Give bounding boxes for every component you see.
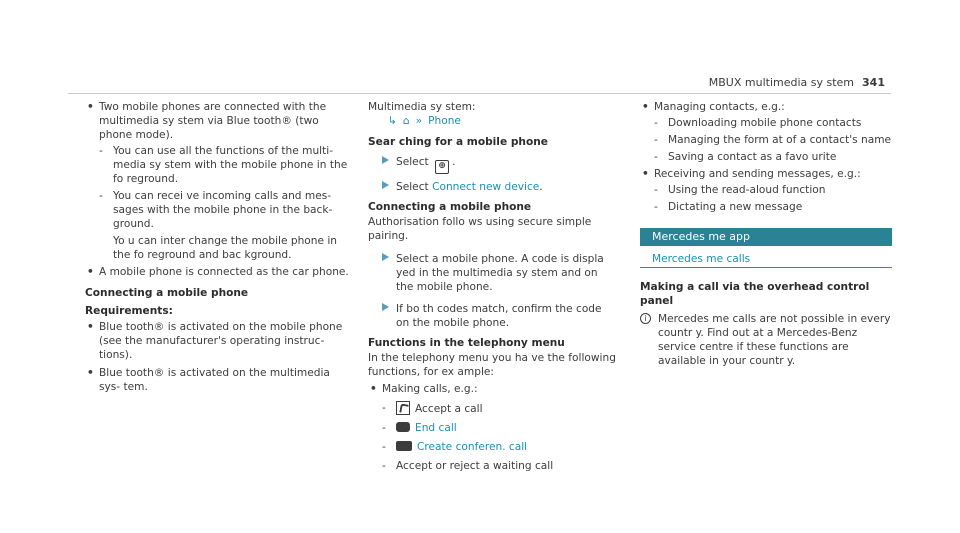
path-arrow-icon: ↳ (388, 115, 397, 127)
list-item: • Blue tooth® is activated on the mobile phone (see the manufacturer's operating instruc‐ tions). (85, 320, 353, 362)
list-subitem: - Accept a call (368, 401, 618, 416)
step-arrow-icon (382, 181, 389, 189)
double-chevron-icon: » (415, 115, 423, 127)
step-text: If bo th codes match, confirm the code on the mobile phone. (396, 303, 602, 329)
section-heading: Sear ching for a mobile phone (368, 136, 548, 148)
section-bar: Mercedes me app (640, 228, 892, 246)
section-heading: Making a call via the overhead control panel (640, 281, 870, 307)
list-subitem: - Dictating a new message (640, 200, 892, 214)
column-3 (640, 100, 892, 368)
list-item: • Managing contacts, e.g.: (640, 100, 892, 114)
step-arrow-icon (382, 253, 389, 261)
info-note (640, 312, 892, 368)
column-1 (85, 100, 353, 396)
list-item: • A mobile phone is connected as the car phone. (85, 265, 353, 279)
step (368, 252, 618, 294)
step-arrow-icon (382, 156, 389, 164)
home-icon: ⌂ (402, 115, 410, 127)
step-text: Select (396, 181, 429, 193)
page-number: 341 (862, 76, 885, 89)
running-head-title: MBUX multimedia sy stem (708, 76, 855, 89)
list-subitem: - End call (368, 421, 618, 435)
menu-path (368, 114, 618, 128)
section-heading: Functions in the telephony menu (368, 337, 565, 349)
list-item: • Receiving and sending messages, e.g.: (640, 167, 892, 181)
paragraph: In the telephony menu you ha ve the following functions, for ex ample: (368, 352, 616, 378)
list-subitem: - Accept or reject a waiting call (368, 459, 618, 473)
header-rule (68, 93, 891, 94)
list-item: • Making calls, e.g.: (368, 382, 618, 396)
subsection-title: Mercedes me calls (640, 252, 892, 268)
note-text: Mercedes me calls are not possible in every countr y. Find out at a Mercedes-Benz service centre if these functions are available in your countr y. (658, 313, 891, 367)
path-phone: Phone (428, 115, 461, 127)
step (368, 302, 618, 330)
list-subitem: - Create conferen. call (368, 440, 618, 454)
conference-call-icon (396, 441, 412, 451)
running-head (709, 76, 885, 90)
step: Select ⊕ . (368, 155, 618, 174)
list-item: • Two mobile phones are connected with the multimedia sy stem via Blue tooth® (two phone mode). (85, 100, 353, 142)
section-heading: Connecting a mobile phone (85, 287, 249, 299)
paragraph: Authorisation follo ws using secure simple pairing. (368, 216, 592, 242)
column-2 (368, 100, 618, 476)
list-subitem: - Saving a contact as a favo urite (640, 150, 892, 164)
section-heading: Connecting a mobile phone (368, 201, 532, 213)
step-arrow-icon (382, 303, 389, 311)
requirements-heading: Requirements: (85, 305, 173, 317)
accept-call-icon (396, 401, 410, 415)
list-subitem: - Using the read-aloud function (640, 183, 892, 197)
connect-new-device-link: Connect new device (432, 181, 540, 193)
list-subitem-continued: Yo u can inter change the mobile phone in the fo reground and bac kground. (113, 235, 338, 261)
list-subitem: - You can recei ve incoming calls and mes‐ sages with the mobile phone in the back‐ ground. (85, 189, 353, 231)
paragraph: Multimedia sy stem: (368, 101, 476, 113)
list-subitem: - You can use all the functions of the multi‐ media sy stem with the mobile phone in the fo reground. (85, 144, 353, 186)
list-subitem: - Managing the form at of a contact's name (640, 133, 892, 147)
step-text: Select a mobile phone. A code is displa yed in the multimedia sy stem and on the mobile phone. (396, 253, 604, 293)
list-subitem: - Downloading mobile phone contacts (640, 116, 892, 130)
list-item: • Blue tooth® is activated on the multimedia sys‐ tem. (85, 366, 353, 394)
end-call-icon (396, 422, 410, 432)
step: Select Connect new device. (368, 180, 618, 194)
device-select-icon: ⊕ (435, 160, 449, 174)
step-text: Select (396, 156, 429, 168)
info-icon: i (640, 313, 651, 324)
